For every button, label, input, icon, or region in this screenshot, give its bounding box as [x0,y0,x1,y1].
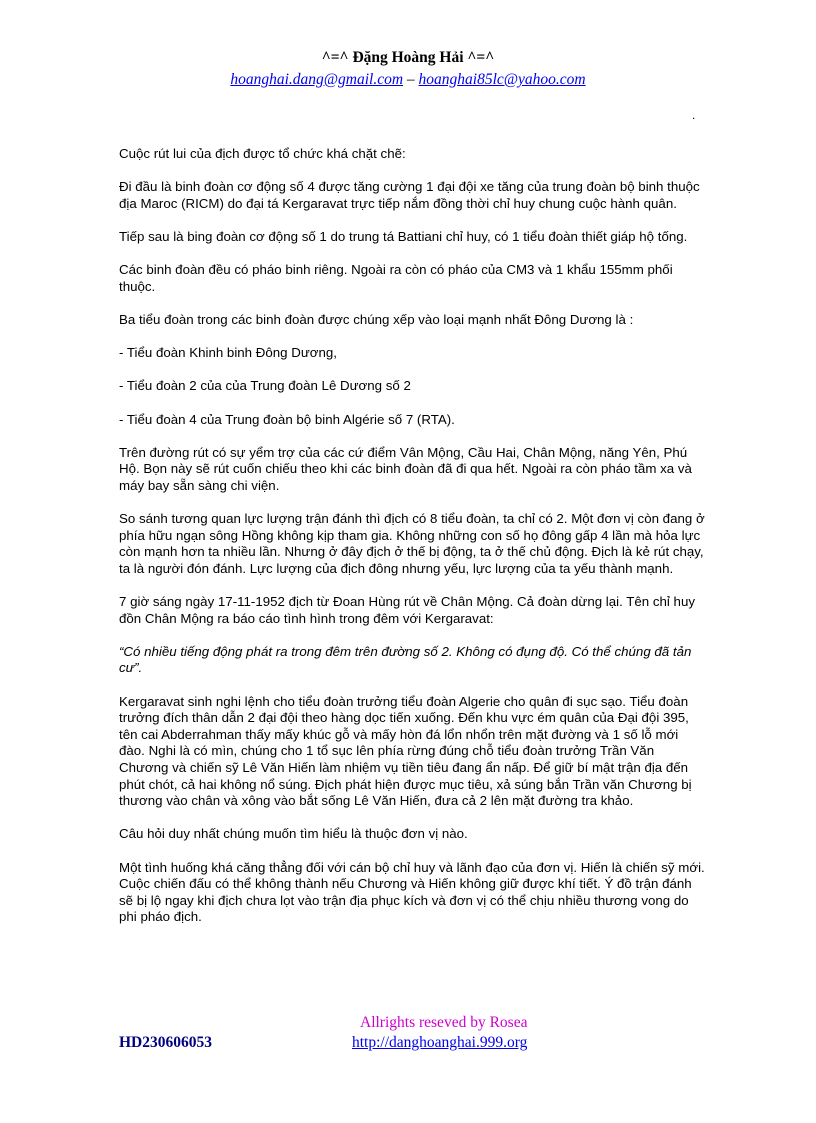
paragraph: Kergaravat sinh nghi lệnh cho tiểu đoàn trưởng tiểu đoàn Algerie cho quân đi sục sạo. Tiểu đoàn trưởng đích thân dẫn 2 đại đội theo hàng dọc tiến xuống. Đến khu vực ém quân của Đại đội 395, tên cai Abderrahman thấy mấy khúc gỗ và mấy hòn đá lổn nhổn trên mặt đường và 1 số lỗ mới đào. Nghi là có mìn, chúng cho 1 tổ sục lên phía rừng đúng chỗ tiểu đoàn trưởng Trần Văn Chương và chiến sỹ Lê Văn Hiến làm nhiệm vụ tiền tiêu đang ẩn nấp. Để giữ bí mật trận địa đến phút chót, cả hai không nổ súng. Địch phát hiện được mục tiêu, xả súng bắn Trần văn Chương bị thương vào chân và xông vào bắt sống Lê Văn Hiến, đưa cả 2 lên mặt đường tra khảo. [119,693,692,809]
footer-website-link[interactable]: http://danghoanghai.999.org [352,1034,528,1051]
paragraph: Các binh đoàn đều có pháo binh riêng. Ngoài ra còn có pháo của CM3 và 1 khẩu 155mm phối thuộc. [119,262,673,294]
paragraph: Ba tiểu đoàn trong các binh đoàn được chúng xếp vào loại mạnh nhất Đông Dương là : [119,311,634,327]
paragraph: 7 giờ sáng ngày 17-11-1952 địch từ Đoan Hùng rút về Chân Mộng. Cả đoàn dừng lại. Tên chỉ huy đồn Chân Mộng ra báo cáo tình hình trong đêm với Kergaravat: [119,594,695,626]
footer-rights: Allrights reseved by Rosea [360,1014,528,1031]
paragraph: Câu hỏi duy nhất chúng muốn tìm hiểu là thuộc đơn vị nào. [119,826,468,842]
list-item: - Tiểu đoàn 2 của của Trung đoàn Lê Dương số 2 [119,378,411,394]
paragraph: Tiếp sau là bing đoàn cơ động số 1 do trung tá Battiani chỉ huy, có 1 tiểu đoàn thiết giáp hộ tống. [119,228,688,244]
list-item: - Tiểu đoàn 4 của Trung đoàn bộ binh Algérie số 7 (RTA). [119,411,455,427]
paragraph: So sánh tương quan lực lượng trận đánh thì địch có 8 tiểu đoàn, ta chỉ có 2. Một đơn vị còn đang ở phía hữu ngạn sông Hồng không kịp tham gia. Không những con số họ đông gấp 4 lần mà hỏa lực còn mạnh hơn ta nhiều lần. Nhưng ở đây địch ở thế bị động, ta ở thế chủ động. Địch là kẻ rút chạy, ta là người đón đánh. Lực lượng của địch đông nhưng yếu, lực lượng của ta yếu thành mạnh. [119,511,705,576]
email-link-yahoo[interactable]: hoanghai85lc@yahoo.com [418,71,586,88]
paragraph: Một tình huống khá căng thẳng đối với cán bộ chỉ huy và lãnh đạo của đơn vị. Hiến là chiến sỹ mới. Cuộc chiến đấu có thể không thành nếu Chương và Hiến không giữ được khí tiết. Ý đồ trận đánh sẽ bị lộ ngay khi địch chưa lọt vào trận địa phục kích và đơn vị có thể chịu nhiều thương vong do phi pháo địch. [119,859,705,925]
header-dot: . [692,108,696,122]
header-title: ^=^ Đặng Hoàng Hải ^=^ [321,49,495,66]
document-body [119,146,705,943]
list-item: - Tiểu đoàn Khinh binh Đông Dương, [119,345,337,361]
paragraph: Cuộc rút lui của địch được tổ chức khá chặt chẽ: [119,146,406,161]
email-separator: – [403,71,419,88]
paragraph: Đi đầu là binh đoàn cơ động số 4 được tăng cường 1 đại đội xe tăng của trung đoàn bộ binh thuộc địa Maroc (RICM) do đại tá Kergaravat trực tiếp nắm đồng thời chỉ huy chung cuộc hành quân. [119,179,700,211]
paragraph: Trên đường rút có sự yểm trợ của các cứ điểm Vân Mộng, Cầu Hai, Chân Mộng, năng Yên, Phú Hộ. Bọn này sẽ rút cuốn chiếu theo khi các binh đoàn đã đi qua hết. Ngoài ra còn pháo tầm xa và máy bay sẵn sàng chi viện. [119,444,692,493]
quote-paragraph: “Có nhiều tiếng động phát ra trong đêm trên đường số 2. Không có đụng độ. Có thể chúng đã tản cư”. [119,643,692,676]
header-emails [0,71,816,89]
email-link-gmail[interactable]: hoanghai.dang@gmail.com [230,71,404,88]
footer-document-code: HD230606053 [119,1034,212,1051]
